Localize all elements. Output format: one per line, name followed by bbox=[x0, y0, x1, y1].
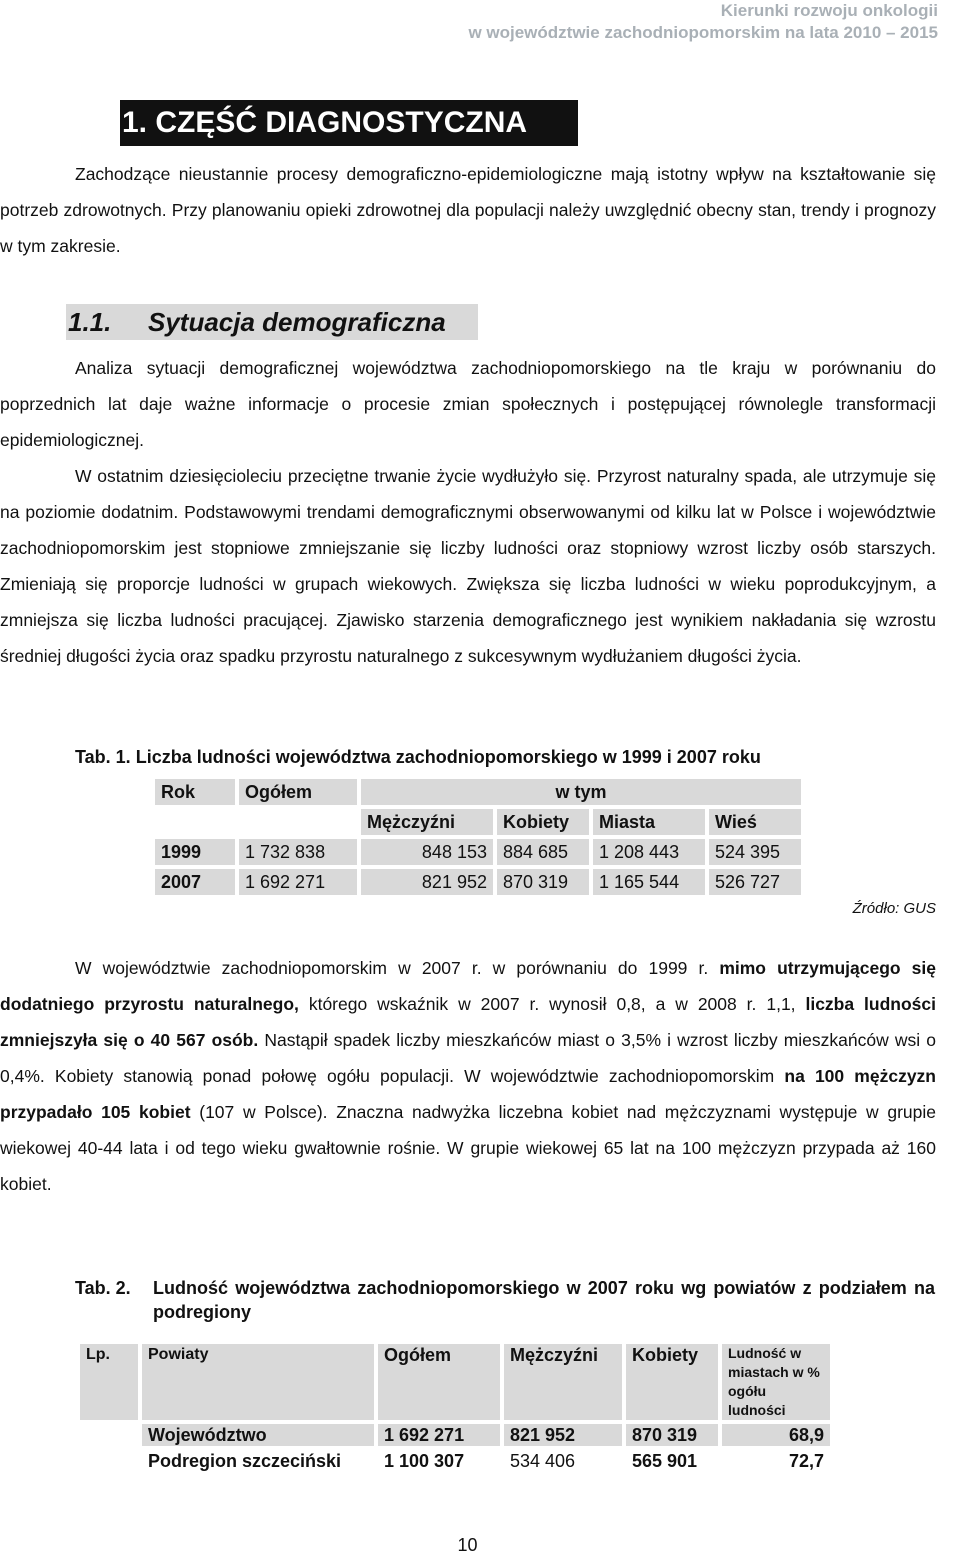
header-line-2: w województwie zachodniopomorskim na lata 2010 – 2015 bbox=[468, 23, 938, 42]
table1-head-rok: Rok bbox=[155, 779, 235, 805]
intro-paragraph bbox=[0, 156, 936, 264]
table2-cell: 821 952 bbox=[504, 1424, 622, 1446]
table1-cell: 2007 bbox=[155, 869, 235, 895]
table2-head-ogolem: Ogółem bbox=[378, 1344, 500, 1420]
table1-cell: 1 732 838 bbox=[239, 839, 357, 865]
table1-cell: 870 319 bbox=[497, 869, 589, 895]
table2-head-kobiety: Kobiety bbox=[626, 1344, 718, 1420]
table2-cell: 68,9 bbox=[722, 1424, 830, 1446]
table1-title: Liczba ludności województwa zachodniopomorskiego w 1999 i 2007 roku bbox=[135, 747, 761, 767]
table1-label: Tab. 1. bbox=[75, 747, 131, 767]
section-heading: 1. CZĘŚĆ DIAGNOSTYCZNA bbox=[120, 100, 578, 146]
table2-cell: 1 692 271 bbox=[378, 1424, 500, 1446]
table1-sub-mezczyzni: Mężczyźni bbox=[361, 809, 493, 835]
table2-head-ludnosc: Ludność w miastach w % ogółu ludności bbox=[722, 1344, 830, 1420]
table1-cell: 821 952 bbox=[361, 869, 493, 895]
paragraph-3-text: (107 w Polsce). Znaczna nadwyżka liczebna kobiet nad mężczyznami występuje w grupie wiekowej 40-44 lata i od tego wieku gwałtownie rośnie. W grupie wiekowej 65 lat na 100 mężczyzn przypada aż 160 kobiet. bbox=[0, 1102, 937, 1194]
page-number: 10 bbox=[457, 1535, 478, 1555]
paragraph-3-text: Nastąpił spadek liczby mieszkańców miast o 3,5% i wzrost liczby mieszkańców wsi o 0,4%. Kobiety stanowią ponad połowę ogółu populacji. W województwie zachodniopomorskim bbox=[0, 1030, 937, 1086]
demography-paragraphs bbox=[0, 350, 936, 674]
running-header bbox=[468, 0, 938, 44]
table1-caption bbox=[75, 745, 761, 769]
table2-cell: 534 406 bbox=[510, 1451, 576, 1471]
table1-head-ogolem: Ogółem bbox=[239, 779, 357, 805]
paragraph-3 bbox=[0, 950, 936, 1202]
table1-cell: 1 208 443 bbox=[593, 839, 705, 865]
table1-cell: 884 685 bbox=[497, 839, 589, 865]
subsection-number: 1.1. bbox=[68, 307, 112, 337]
table2-head-powiaty: Powiaty bbox=[142, 1344, 374, 1420]
table-row bbox=[155, 839, 801, 865]
table2-cell: Podregion szczeciński bbox=[148, 1451, 342, 1471]
paragraph-3-bold: na 100 mężczyzn przypadało 105 kobiet bbox=[0, 1066, 936, 1122]
paragraph-2: W ostatnim dziesięcioleciu przeciętne trwanie życie wydłużyło się. Przyrost naturalny spada, ale utrzymuje się na poziomie dodatnim. Podstawowymi trendami demograficznymi obserwowanymi od kilku lat w Polsce i województwie zachodniopomorskim jest stopniowe zmniejszanie się liczby ludności oraz stopniowy wzrost liczby osób starszych. Zmieniają się proporcje ludności w grupach wiekowych. Zwiększa się liczba ludności w wieku poprodukcyjnym, a zmniejsza się liczba ludności pracującej. Zjawisko starzenia demograficznego jest wynikiem nakładania się wzrostu średniej długości życia oraz spadku przyrostu naturalnego z sukcesywnym wydłużaniem długości życia. bbox=[0, 466, 936, 666]
table1-source: Źródło: GUS bbox=[852, 900, 936, 917]
table1-sub-miasta: Miasta bbox=[593, 809, 705, 835]
table2-title: Ludność województwa zachodniopomorskiego w 2007 roku wg powiatów z podziałem na podregiony bbox=[153, 1278, 935, 1322]
table1-sub-wies: Wieś bbox=[709, 809, 801, 835]
paragraph-3-text: którego wskaźnik w 2007 r. wynosił 0,8, a w 2008 r. 1,1, bbox=[298, 994, 806, 1014]
subsection-heading bbox=[66, 304, 478, 340]
table2-cell bbox=[80, 1450, 138, 1472]
table1-cell: 848 153 bbox=[361, 839, 493, 865]
table1-cell: 526 727 bbox=[709, 869, 801, 895]
paragraph-3-text: W województwie zachodniopomorskim w 2007 r. w porównaniu do 1999 r. bbox=[75, 958, 720, 978]
table1-head-wtym: w tym bbox=[361, 779, 801, 805]
table2-cell: 1 100 307 bbox=[384, 1451, 465, 1471]
table1 bbox=[151, 775, 805, 899]
table2-head-mezczyzni: Mężczyźni bbox=[504, 1344, 622, 1420]
table1-cell: 1 165 544 bbox=[593, 869, 705, 895]
table2-label: Tab. 2. bbox=[75, 1278, 131, 1298]
table1-cell: 524 395 bbox=[709, 839, 801, 865]
paragraph-1: Analiza sytuacji demograficznej województwa zachodniopomorskiego na tle kraju w porównaniu do poprzednich lat daje ważne informacje o procesie zmian społecznych i postępującej równolegle transformacji epidemiologicznej. bbox=[0, 358, 936, 450]
paragraph-3-bold: liczba ludności zmniejszyła się o 40 567 osób. bbox=[0, 994, 936, 1050]
table-row bbox=[155, 869, 801, 895]
table1-sub-kobiety: Kobiety bbox=[497, 809, 589, 835]
intro-text: Zachodzące nieustannie procesy demograficzno-epidemiologiczne mają istotny wpływ na kształtowanie się potrzeb zdrowotnych. Przy planowaniu opieki zdrowotnej dla populacji należy uwzględnić obecny stan, trendy i prognozy w tym zakresie. bbox=[0, 164, 936, 256]
table2-cell: 870 319 bbox=[626, 1424, 718, 1446]
table2-cell: 565 901 bbox=[632, 1451, 698, 1471]
table2-head-lp: Lp. bbox=[80, 1344, 138, 1420]
table2-cell: Województwo bbox=[142, 1424, 374, 1446]
table1-cell: 1999 bbox=[155, 839, 235, 865]
table2 bbox=[76, 1340, 834, 1476]
subsection-title: Sytuacja demograficzna bbox=[148, 307, 446, 337]
table2-caption bbox=[75, 1276, 935, 1324]
table-row bbox=[80, 1450, 830, 1472]
table2-cell bbox=[80, 1424, 138, 1446]
table-row bbox=[80, 1424, 830, 1446]
table2-cell: 72,7 bbox=[788, 1451, 824, 1471]
header-line-1: Kierunki rozwoju onkologii bbox=[720, 1, 938, 20]
paragraph-3-bold: mimo utrzymującego się dodatniego przyrostu naturalnego, bbox=[0, 958, 936, 1014]
table1-cell: 1 692 271 bbox=[239, 869, 357, 895]
